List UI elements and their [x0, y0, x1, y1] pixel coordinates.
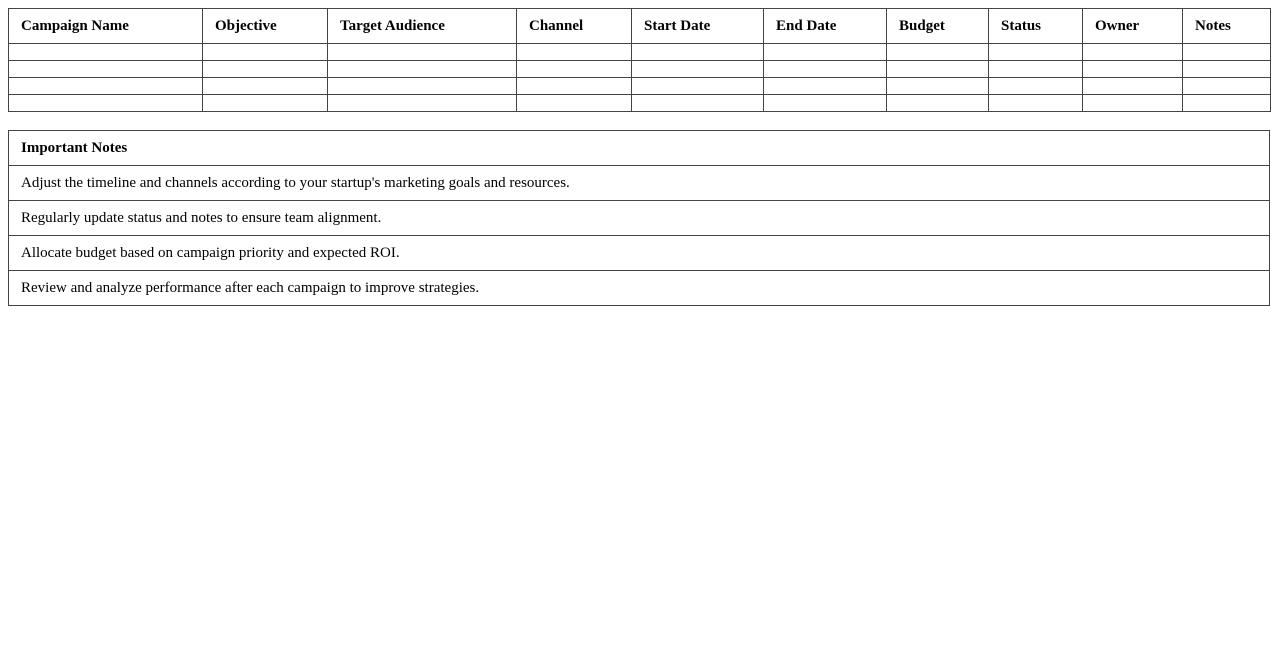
table-cell[interactable] [1183, 61, 1271, 78]
note-item: Allocate budget based on campaign priority and expected ROI. [9, 236, 1270, 271]
table-cell[interactable] [517, 78, 632, 95]
table-cell[interactable] [1083, 61, 1183, 78]
table-cell[interactable] [764, 78, 887, 95]
table-cell[interactable] [632, 44, 764, 61]
table-cell[interactable] [1083, 44, 1183, 61]
table-cell[interactable] [989, 44, 1083, 61]
table-cell[interactable] [203, 44, 328, 61]
table-cell[interactable] [989, 61, 1083, 78]
table-cell[interactable] [632, 61, 764, 78]
campaign-table [8, 8, 1271, 112]
column-header-start-date: Start Date [632, 9, 764, 44]
table-cell[interactable] [9, 44, 203, 61]
note-item: Adjust the timeline and channels according to your startup's marketing goals and resources. [9, 166, 1270, 201]
table-row [9, 44, 1271, 61]
table-cell[interactable] [203, 95, 328, 112]
table-header-row [9, 9, 1271, 44]
column-header-notes: Notes [1183, 9, 1271, 44]
table-cell[interactable] [764, 95, 887, 112]
column-header-status: Status [989, 9, 1083, 44]
note-row [9, 236, 1270, 271]
column-header-campaign-name: Campaign Name [9, 9, 203, 44]
table-cell[interactable] [9, 61, 203, 78]
table-cell[interactable] [203, 78, 328, 95]
table-cell[interactable] [1183, 95, 1271, 112]
column-header-end-date: End Date [764, 9, 887, 44]
table-cell[interactable] [9, 95, 203, 112]
note-row [9, 271, 1270, 306]
table-cell[interactable] [328, 44, 517, 61]
table-row [9, 61, 1271, 78]
table-cell[interactable] [203, 61, 328, 78]
table-cell[interactable] [989, 95, 1083, 112]
note-row [9, 201, 1270, 236]
important-notes-table [8, 130, 1270, 306]
table-cell[interactable] [989, 78, 1083, 95]
notes-header-row [9, 131, 1270, 166]
table-cell[interactable] [764, 44, 887, 61]
table-cell[interactable] [887, 44, 989, 61]
table-cell[interactable] [632, 95, 764, 112]
table-row [9, 78, 1271, 95]
table-cell[interactable] [632, 78, 764, 95]
table-cell[interactable] [328, 95, 517, 112]
column-header-budget: Budget [887, 9, 989, 44]
table-cell[interactable] [1083, 95, 1183, 112]
notes-title: Important Notes [9, 131, 1270, 166]
table-cell[interactable] [328, 78, 517, 95]
table-cell[interactable] [887, 95, 989, 112]
column-header-objective: Objective [203, 9, 328, 44]
table-cell[interactable] [328, 61, 517, 78]
table-cell[interactable] [9, 78, 203, 95]
note-item: Regularly update status and notes to ensure team alignment. [9, 201, 1270, 236]
table-cell[interactable] [1183, 44, 1271, 61]
table-cell[interactable] [517, 95, 632, 112]
table-cell[interactable] [887, 78, 989, 95]
note-row [9, 166, 1270, 201]
column-header-target-audience: Target Audience [328, 9, 517, 44]
table-cell[interactable] [517, 61, 632, 78]
table-cell[interactable] [517, 44, 632, 61]
table-cell[interactable] [764, 61, 887, 78]
table-cell[interactable] [1183, 78, 1271, 95]
column-header-owner: Owner [1083, 9, 1183, 44]
note-item: Review and analyze performance after each campaign to improve strategies. [9, 271, 1270, 306]
table-cell[interactable] [1083, 78, 1183, 95]
table-row [9, 95, 1271, 112]
column-header-channel: Channel [517, 9, 632, 44]
table-cell[interactable] [887, 61, 989, 78]
